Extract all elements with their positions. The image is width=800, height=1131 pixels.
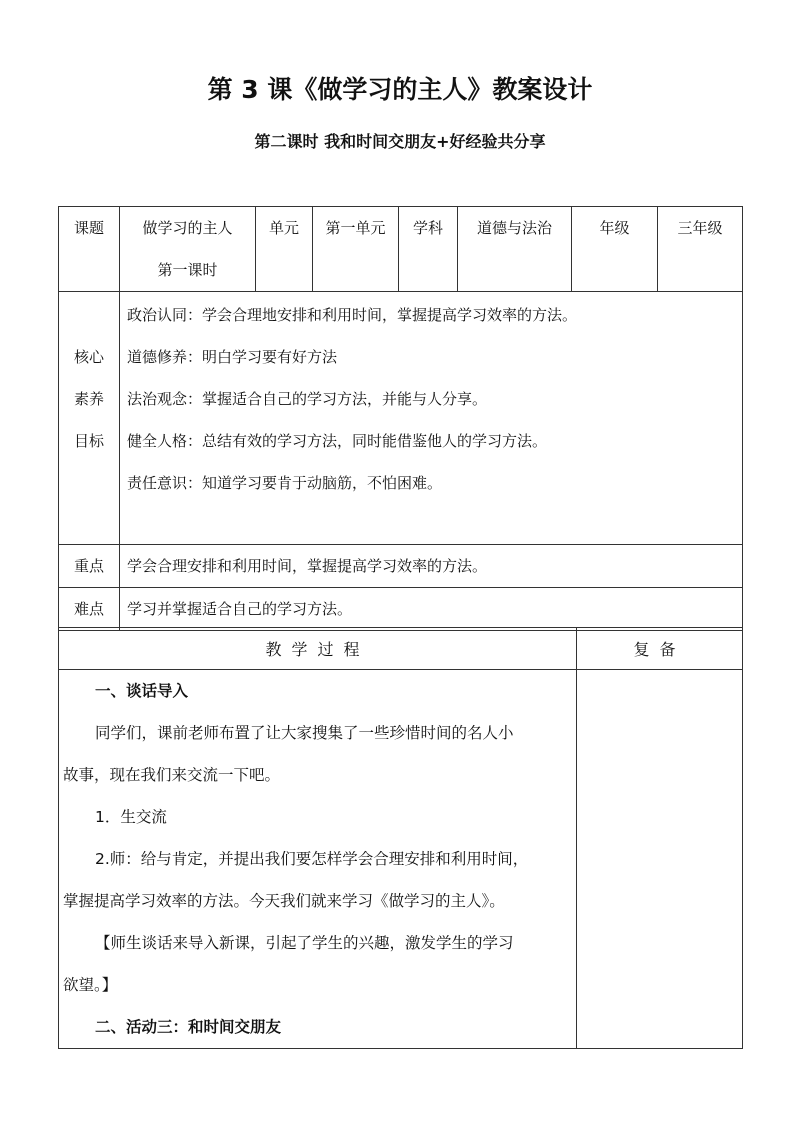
paragraph-line: 欲望。】 [63,976,118,994]
process-header-row [59,628,743,670]
info-row-key-point [59,545,743,588]
info-row-core [59,292,743,545]
paragraph-line: 【师生谈话来导入新课，引起了学生的兴趣，激发学生的学习 [95,934,514,952]
label-difficulty: 难点 [59,588,120,631]
label-topic: 课题 [59,207,120,292]
paragraph-line: 掌握提高学习效率的方法。今天我们就来学习《做学习的主人》。 [63,892,505,910]
core-goal-item: 道德修养：明白学习要有好方法 [127,348,338,366]
paragraph-line: 2.师：给与肯定，并提出我们要怎样学会合理安排和利用时间， [95,850,529,868]
difficulty-text: 学习并掌握适合自己的学习方法。 [120,588,743,631]
paragraph-line: 同学们，课前老师布置了让大家搜集了一些珍惜时间的名人小 [95,724,514,742]
paragraph-line: 1．生交流 [95,808,167,826]
section-heading: 一、谈话导入 [95,682,189,700]
subject-value: 道德与法治 [458,207,572,292]
core-label-line2: 素养 [73,390,104,408]
header-process: 教学过程 [59,628,577,670]
process-content [59,670,577,1049]
topic-line2: 第一课时 [157,261,218,279]
teaching-process-table [58,627,743,1049]
document-title: 第 3 课《做学习的主人》教案设计 [207,75,593,104]
section-heading: 二、活动三：和时间交朋友 [95,1018,282,1036]
core-goal-item: 责任意识：知道学习要肯于动脑筋，不怕困难。 [127,474,443,492]
core-label-line1: 核心 [73,348,104,366]
label-subject: 学科 [399,207,458,292]
key-point-text: 学会合理安排和利用时间，掌握提高学习效率的方法。 [120,545,743,588]
document-subtitle: 第二课时 我和时间交朋友+好经验共分享 [254,132,546,151]
core-goals-list [120,292,743,545]
core-goal-item: 政治认同：学会合理地安排和利用时间，掌握提高学习效率的方法。 [127,306,578,324]
lesson-info-table [58,206,743,631]
paragraph-line: 故事，现在我们来交流一下吧。 [63,766,281,784]
label-core-goals [59,292,120,545]
core-goal-item: 法治观念：掌握适合自己的学习方法，并能与人分享。 [127,390,488,408]
unit-value: 第一单元 [313,207,399,292]
grade-value: 三年级 [658,207,743,292]
core-label-line3: 目标 [73,432,104,450]
header-review: 复备 [577,628,743,670]
label-key-point: 重点 [59,545,120,588]
info-row-difficulty [59,588,743,631]
label-unit: 单元 [256,207,313,292]
topic-line1: 做学习的主人 [142,219,233,237]
label-grade: 年级 [572,207,658,292]
core-goal-item: 健全人格：总结有效的学习方法，同时能借鉴他人的学习方法。 [127,432,548,450]
info-row-basic [59,207,743,292]
process-body-row [59,670,743,1049]
review-column [577,670,743,1049]
topic-cell [120,207,256,292]
